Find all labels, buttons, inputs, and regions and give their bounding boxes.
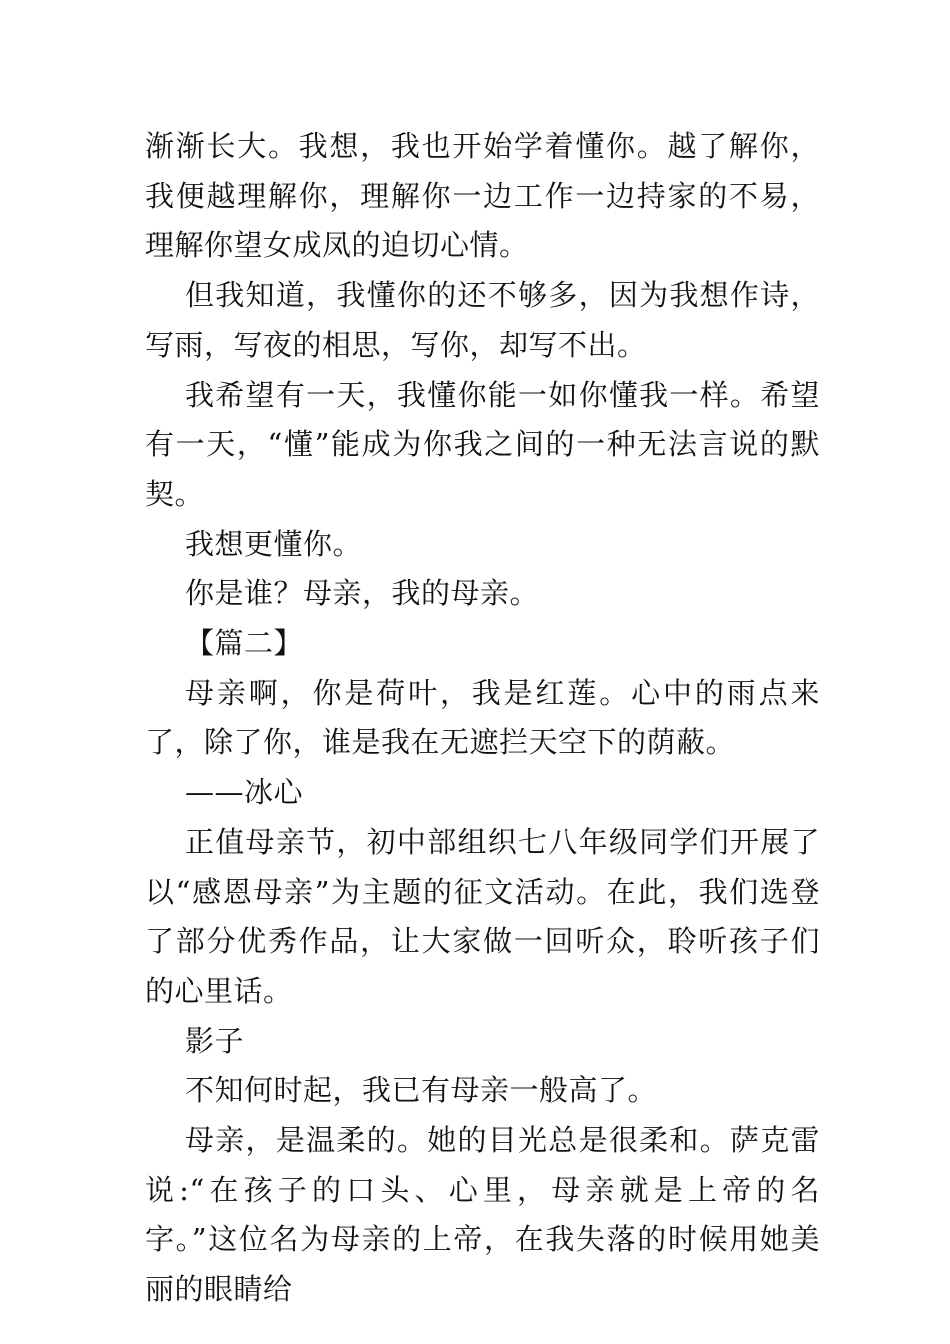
paragraph: 你是谁？母亲，我的母亲。 <box>185 576 540 611</box>
paragraph: 但我知道，我懂你的还不够多，因为我想作诗，写雨，写夜的相思，写你，却写不出。 <box>145 278 820 362</box>
document-body <box>145 122 820 1315</box>
paragraph-continuation: 渐渐长大。我想，我也开始学着懂你。越了解你，我便越理解你，理解你一边工作一边持家的不易，理解你望女成凤的迫切心情。 <box>145 129 820 263</box>
quote-attribution: ——冰心 <box>185 775 304 810</box>
quote-paragraph: 母亲啊，你是荷叶，我是红莲。心中的雨点来了，除了你，谁是我在无遮拦天空下的荫蔽。 <box>145 675 820 760</box>
paragraph: 正值母亲节，初中部组织七八年级同学们开展了以“感恩母亲”为主题的征文活动。在此，我们选登了部分优秀作品，让大家做一回听众，聆听孩子们的心里话。 <box>145 824 820 1008</box>
article-title: 影子 <box>185 1023 245 1058</box>
paragraph: 母亲，是温柔的。她的目光总是很柔和。萨克雷说:“在孩子的口头、心里，母亲就是上帝的名字。”这位名为母亲的上帝，在我失落的时候用她美丽的眼睛给 <box>145 1123 820 1307</box>
paragraph: 我想更懂你。 <box>185 526 363 561</box>
paragraph: 我希望有一天，我懂你能一如你懂我一样。希望有一天，“懂”能成为你我之间的一种无法言说的默契。 <box>145 377 820 511</box>
section-heading: 【篇二】 <box>185 626 304 661</box>
paragraph: 不知何时起，我已有母亲一般高了。 <box>185 1073 658 1108</box>
